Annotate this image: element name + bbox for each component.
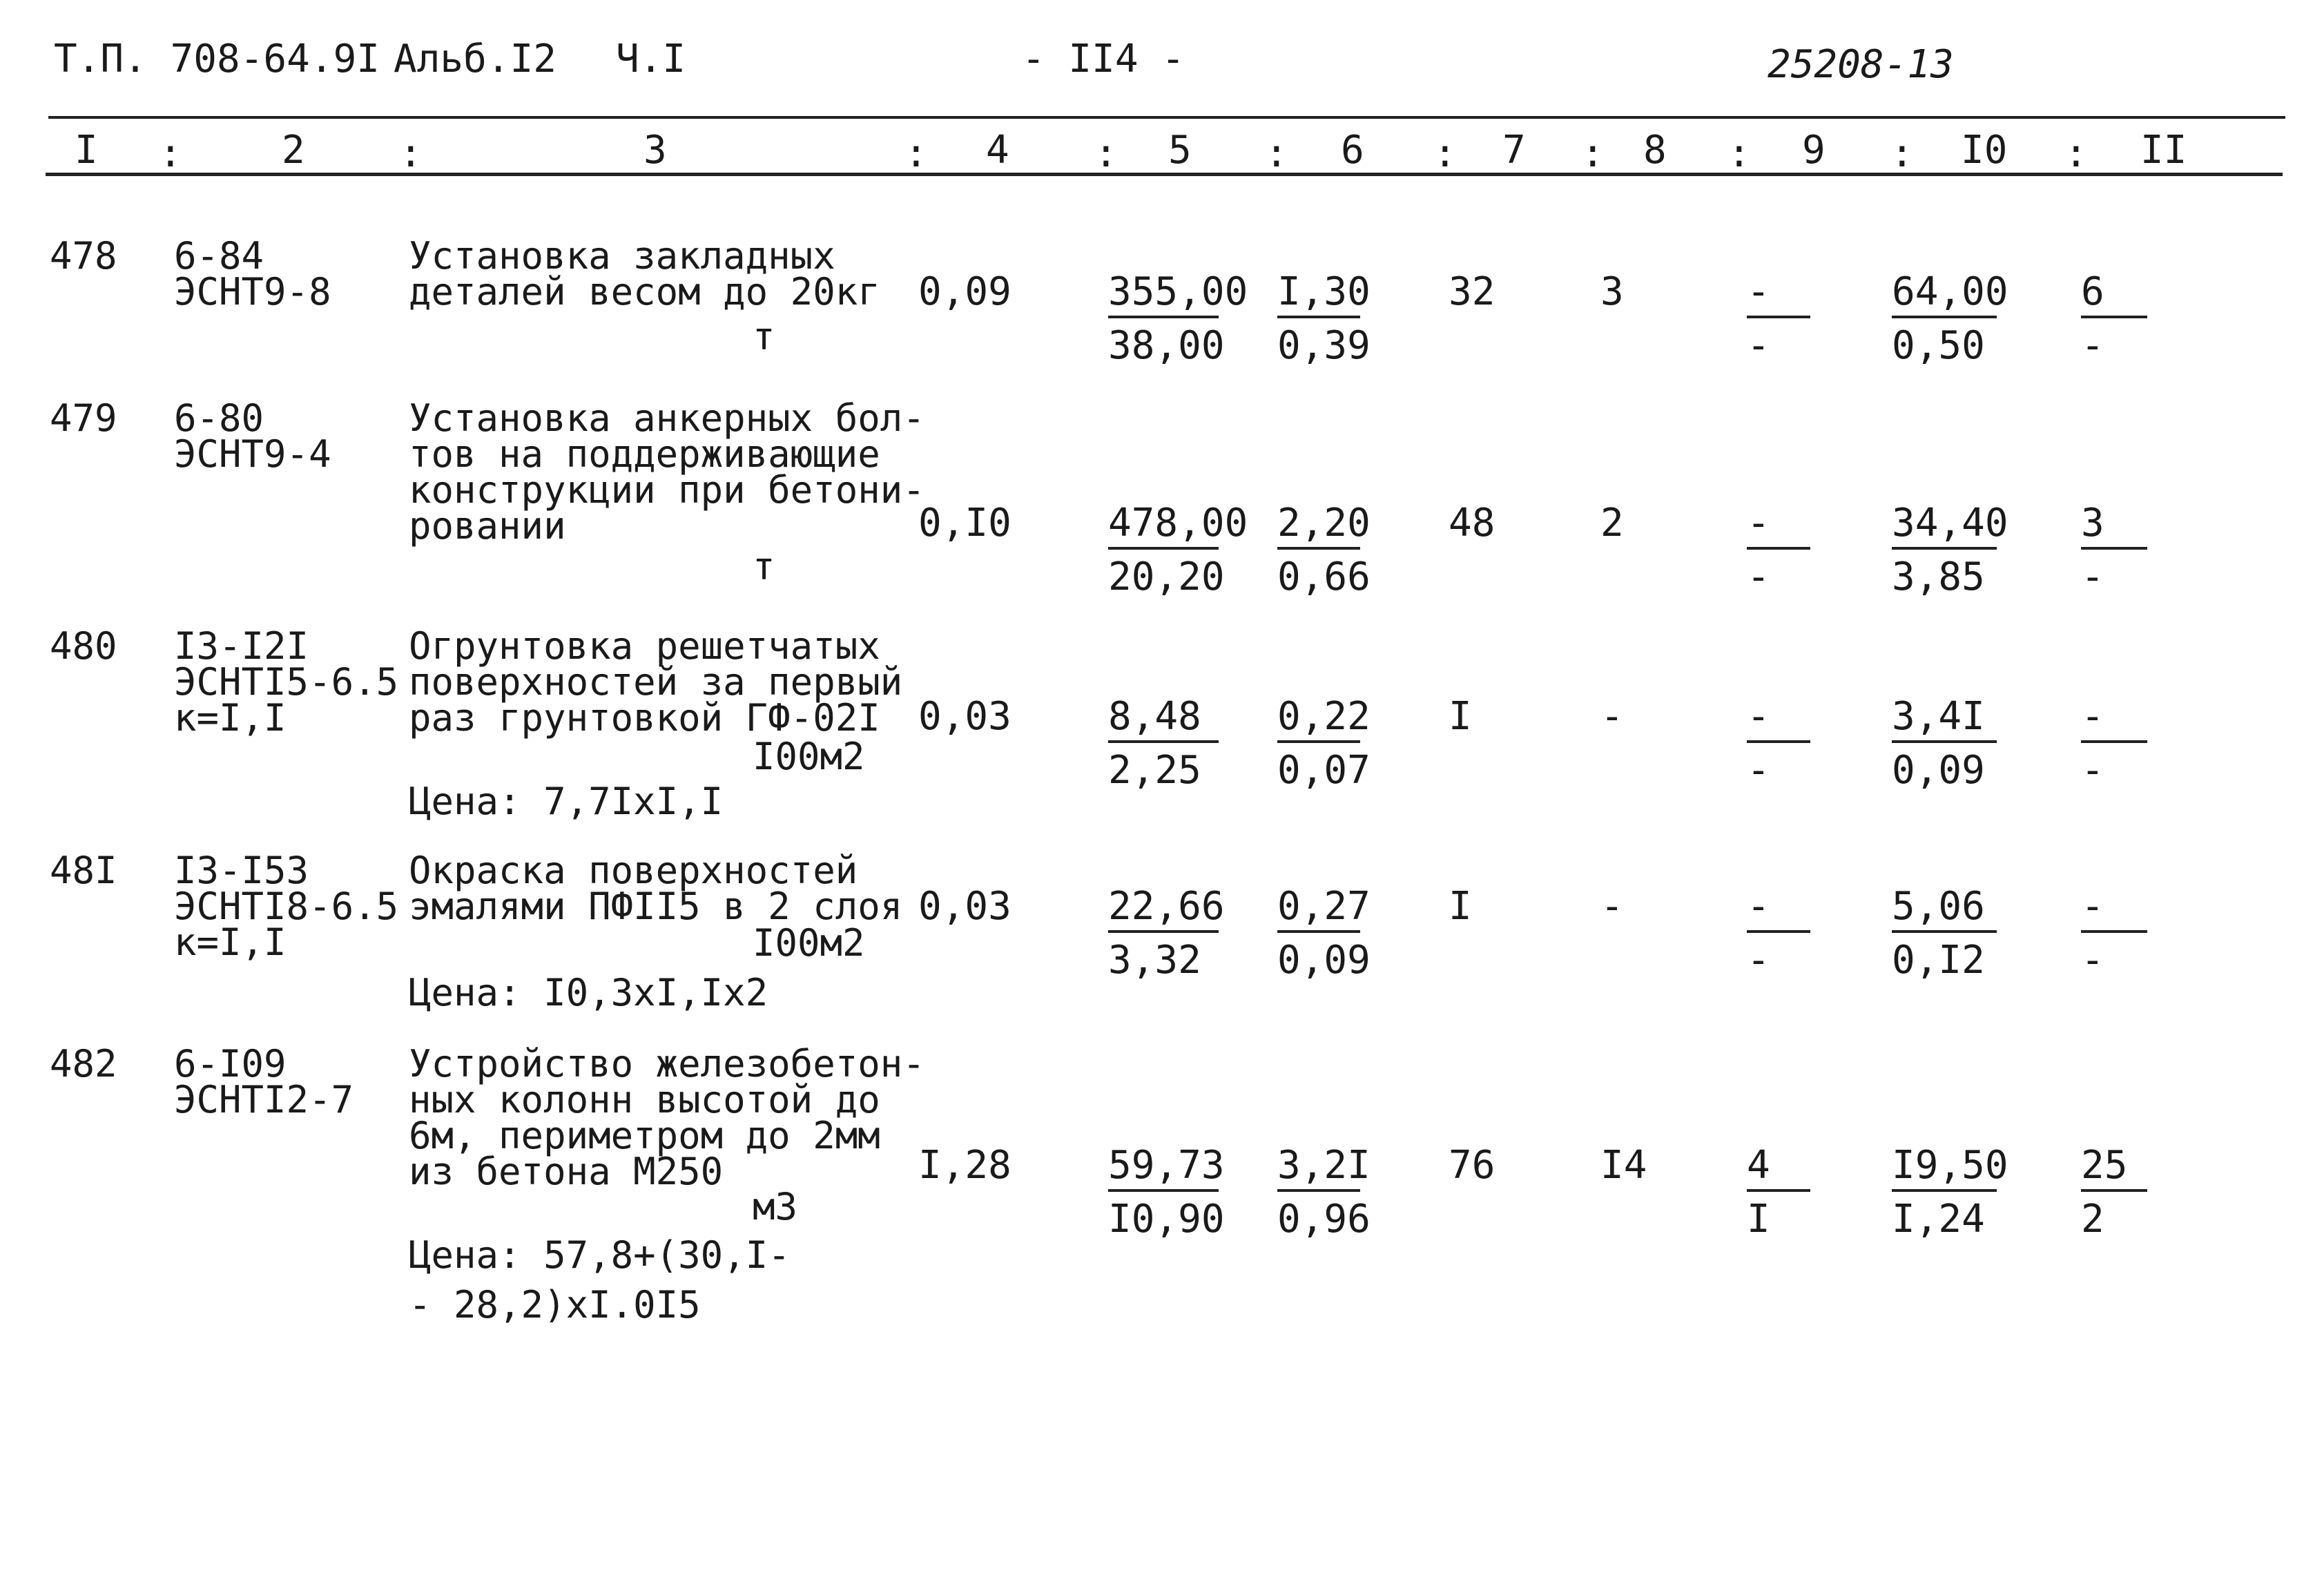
labor-hours: I (1449, 694, 1472, 739)
row-number: 480 (50, 624, 117, 668)
column-number: 6 (1341, 128, 1364, 173)
machine-hours: 2 (1600, 501, 1624, 546)
work-description: раз грунтовкой ГФ-02I (409, 696, 880, 740)
norm-code: 6-I09 (174, 1042, 287, 1086)
col-11-value (2081, 269, 2147, 368)
quantity: 0,03 (918, 694, 1011, 739)
col-9-value-denominator: - (1747, 555, 1770, 599)
cost-labor (1277, 1143, 1371, 1242)
col-10-value-numerator: 3,4I (1892, 697, 1997, 743)
header-rule-bottom (46, 173, 2283, 176)
col-9-value-denominator: - (1747, 323, 1770, 368)
labor-hours: 32 (1449, 269, 1495, 314)
cost-labor-denominator: 0,09 (1277, 938, 1371, 983)
cost-labor (1277, 694, 1371, 793)
column-number: 7 (1502, 128, 1526, 173)
work-description: тов на поддерживающие (409, 432, 880, 476)
cost-labor (1277, 884, 1371, 983)
col-11-value-numerator: 3 (2081, 504, 2147, 550)
row-number: 482 (50, 1042, 117, 1086)
col-10-value-denominator: 0,09 (1892, 748, 1985, 793)
col-9-value (1747, 269, 1810, 368)
col-10-value-denominator: 0,I2 (1892, 938, 1985, 983)
col-11-value-numerator: 6 (2081, 273, 2147, 318)
inventory-number: 25208-13 (1768, 42, 1954, 87)
norm-code: 6-84 (174, 234, 264, 278)
work-description: конструкции при бетони- (409, 468, 925, 512)
cost-direct-denominator: 20,20 (1108, 555, 1225, 599)
col-11-value-denominator: - (2081, 555, 2104, 599)
cost-direct-numerator: 8,48 (1108, 697, 1219, 743)
column-separator: : (1433, 131, 1457, 176)
col-11-value (2081, 501, 2147, 599)
work-description: 6м, периметром до 2мм (409, 1114, 880, 1157)
col-9-value-denominator: I (1747, 1197, 1770, 1242)
column-separator: : (1265, 131, 1288, 176)
part-label: Ч.I (616, 37, 686, 81)
unit-of-measure: т (753, 315, 775, 358)
price-formula: Цена: 57,8+(30,I- (409, 1233, 791, 1277)
col-10-value (1892, 501, 2008, 599)
column-separator: : (159, 131, 182, 176)
col-11-value-numerator: - (2081, 887, 2147, 933)
cost-direct-numerator: 59,73 (1108, 1146, 1219, 1192)
column-number: 3 (643, 128, 667, 173)
col-11-value-numerator: - (2081, 697, 2147, 743)
price-formula: - 28,2)хI.0I5 (409, 1283, 701, 1327)
norm-code: I3-I53 (174, 849, 309, 892)
cost-labor-denominator: 0,07 (1277, 748, 1371, 793)
col-9-value (1747, 694, 1810, 793)
work-description: деталей весом до 20кг (409, 270, 880, 314)
norm-code: к=I,I (174, 696, 287, 740)
price-formula: Цена: I0,3хI,Iх2 (409, 971, 768, 1014)
cost-direct-numerator: 478,00 (1108, 504, 1219, 550)
price-formula: Цена: 7,7IхI,I (409, 780, 724, 823)
col-11-value-denominator: - (2081, 323, 2104, 368)
column-number: 4 (986, 128, 1009, 173)
labor-hours: I (1449, 884, 1472, 929)
album-label: Альб.I2 (394, 37, 557, 81)
page-number: - II4 - (1022, 37, 1185, 81)
col-9-value-numerator: - (1747, 273, 1810, 318)
cost-direct-numerator: 22,66 (1108, 887, 1219, 933)
col-11-value-denominator: - (2081, 748, 2104, 793)
cost-labor-denominator: 0,39 (1277, 323, 1371, 368)
col-10-value (1892, 694, 1997, 793)
col-9-value (1747, 501, 1810, 599)
unit-of-measure: I00м2 (753, 735, 865, 778)
cost-labor-numerator: I,30 (1277, 273, 1360, 318)
column-separator: : (1094, 131, 1118, 176)
col-10-value-denominator: 0,50 (1892, 323, 1985, 368)
quantity: 0,I0 (918, 501, 1011, 546)
col-11-value-denominator: 2 (2081, 1197, 2104, 1242)
col-10-value (1892, 884, 1997, 983)
norm-code: ЭСНТI5-6.5 (174, 660, 399, 704)
work-description: поверхностей за первый (409, 660, 903, 704)
norm-code: ЭСНТI2-7 (174, 1078, 354, 1121)
machine-hours: 3 (1600, 269, 1624, 314)
norm-code: ЭСНТ9-4 (174, 432, 331, 476)
labor-hours: 76 (1449, 1143, 1495, 1188)
col-10-value-numerator: I9,50 (1892, 1146, 1997, 1192)
cost-direct-denominator: 38,00 (1108, 323, 1225, 368)
unit-of-measure: м3 (753, 1185, 798, 1228)
quantity: 0,09 (918, 269, 1011, 314)
column-separator: : (904, 131, 928, 176)
cost-labor-numerator: 3,2I (1277, 1146, 1360, 1192)
col-9-value-denominator: - (1747, 938, 1770, 983)
labor-hours: 48 (1449, 501, 1495, 546)
cost-direct-denominator: I0,90 (1108, 1197, 1225, 1242)
cost-labor-numerator: 2,20 (1277, 504, 1360, 550)
cost-labor-denominator: 0,96 (1277, 1197, 1371, 1242)
unit-of-measure: I00м2 (753, 921, 865, 965)
col-10-value-numerator: 64,00 (1892, 273, 1997, 318)
norm-code: 6-80 (174, 396, 264, 440)
norm-code: ЭСНТ9-8 (174, 270, 331, 314)
work-description: эмалями ПФII5 в 2 слоя (409, 885, 903, 928)
column-separator: : (2064, 131, 2088, 176)
work-description: ровании (409, 504, 566, 548)
row-number: 48I (50, 849, 117, 892)
column-number: 9 (1802, 128, 1826, 173)
machine-hours: I4 (1600, 1143, 1647, 1188)
work-description: Огрунтовка решетчатых (409, 624, 880, 668)
row-number: 479 (50, 396, 117, 440)
column-number: 8 (1643, 128, 1667, 173)
cost-direct (1108, 269, 1248, 368)
column-separator: : (399, 131, 423, 176)
work-description: Окраска поверхностей (409, 849, 858, 892)
col-11-value (2081, 884, 2147, 983)
cost-labor-denominator: 0,66 (1277, 555, 1371, 599)
cost-direct (1108, 1143, 1225, 1242)
header-rule-top (48, 116, 2285, 119)
norm-code: ЭСНТI8-6.5 (174, 885, 399, 928)
col-9-value-numerator: 4 (1747, 1146, 1810, 1192)
quantity: I,28 (918, 1143, 1011, 1188)
col-10-value-numerator: 5,06 (1892, 887, 1997, 933)
col-9-value-numerator: - (1747, 697, 1810, 743)
cost-direct (1108, 694, 1219, 793)
col-10-value (1892, 269, 2008, 368)
row-number: 478 (50, 234, 117, 278)
column-separator: : (1581, 131, 1605, 176)
work-description: ных колонн высотой до (409, 1078, 880, 1121)
col-9-value (1747, 1143, 1810, 1242)
column-number: 5 (1168, 128, 1192, 173)
col-10-value (1892, 1143, 2008, 1242)
cost-direct-numerator: 355,00 (1108, 273, 1219, 318)
work-description: Установка закладных (409, 234, 835, 278)
col-9-value-denominator: - (1747, 748, 1770, 793)
work-description: Установка анкерных бол- (409, 396, 925, 440)
column-number: I0 (1961, 128, 2008, 173)
col-11-value-numerator: 25 (2081, 1146, 2147, 1192)
cost-direct-denominator: 3,32 (1108, 938, 1201, 983)
cost-direct-denominator: 2,25 (1108, 748, 1201, 793)
column-separator: : (1890, 131, 1914, 176)
cost-labor-numerator: 0,22 (1277, 697, 1360, 743)
col-10-value-numerator: 34,40 (1892, 504, 1997, 550)
norm-code: I3-I2I (174, 624, 309, 668)
column-number: I (75, 128, 98, 173)
column-number: 2 (282, 128, 305, 173)
cost-labor (1277, 501, 1371, 599)
col-9-value-numerator: - (1747, 887, 1810, 933)
unit-of-measure: т (753, 545, 775, 588)
col-11-value (2081, 694, 2147, 793)
col-9-value (1747, 884, 1810, 983)
col-10-value-denominator: I,24 (1892, 1197, 1985, 1242)
cost-direct (1108, 884, 1225, 983)
machine-hours: - (1600, 884, 1624, 929)
col-10-value-denominator: 3,85 (1892, 555, 1985, 599)
column-number: II (2140, 128, 2187, 173)
col-11-value-denominator: - (2081, 938, 2104, 983)
norm-code: к=I,I (174, 920, 287, 964)
work-description: Устройство железобетон- (409, 1042, 925, 1086)
cost-direct (1108, 501, 1248, 599)
machine-hours: - (1600, 694, 1624, 739)
cost-labor (1277, 269, 1371, 368)
doc-code: Т.П. 708-64.9I (54, 37, 380, 81)
column-separator: : (1727, 131, 1751, 176)
work-description: из бетона М250 (409, 1150, 724, 1193)
col-9-value-numerator: - (1747, 504, 1810, 550)
quantity: 0,03 (918, 884, 1011, 929)
col-11-value (2081, 1143, 2147, 1242)
cost-labor-numerator: 0,27 (1277, 887, 1360, 933)
